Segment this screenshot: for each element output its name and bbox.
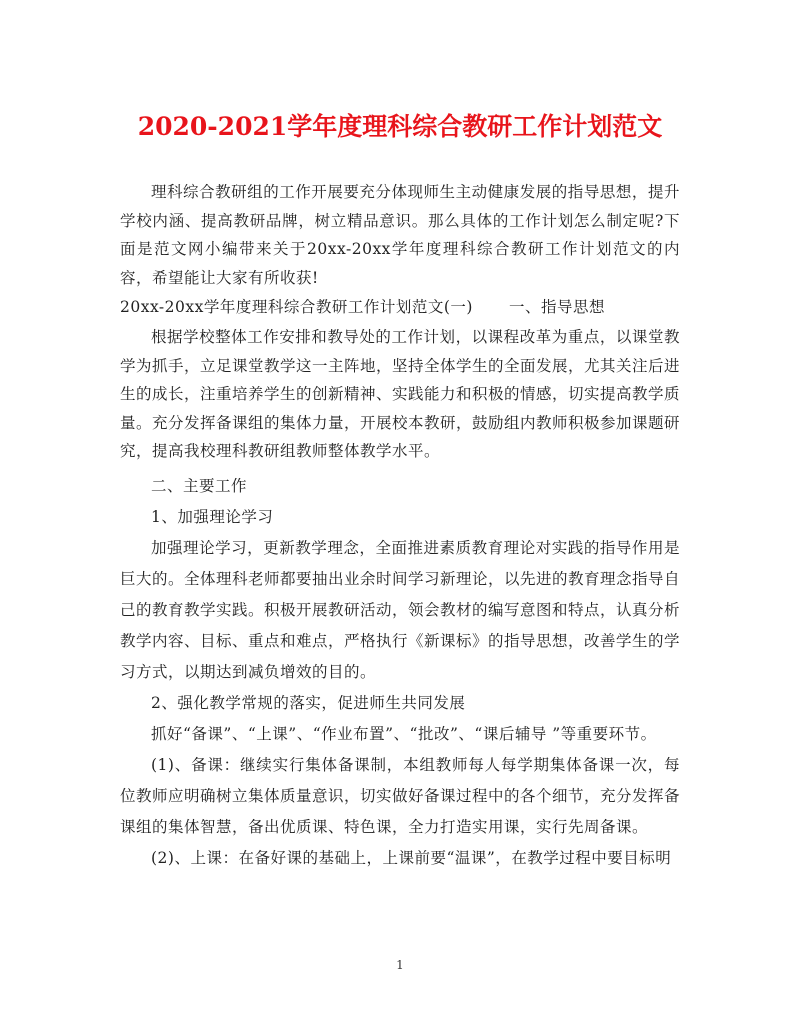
item2-body: 抓好“备课”、“上课”、“作业布置”、“批改”、“课后辅导 ”等重要环节。 — [151, 724, 657, 743]
page-number: 1 — [396, 958, 404, 972]
point1-paragraph: (1)、备课：继续实行集体备课制，本组教师每人每学期集体备课一次，每位教师应明确树立集体质量意识，切实做好备课过程中的各个细节，充分发挥备课组的集体智慧，备出优质课、特色课，全力打造实用课，实行先周备课。 — [120, 755, 681, 836]
document-body — [120, 178, 680, 874]
section1-body: 根据学校整体工作安排和教导处的工作计划，以课程改革为重点，以课堂教学为抓手，立足课堂教学这一主阵地，坚持全体学生的全面发展，尤其关注后进生的成长，注重培养学生的创新精神、实践能力和积极的情感，切实提高教学质量。充分发挥备课组的集体力量，开展校本教研，鼓励组内教师积极参加课题研究，提高我校理科教研组教师整体教学水平。 — [120, 328, 681, 460]
subtitle-text: 20xx-20xx学年度理科综合教研工作计划范文(一) — [120, 298, 473, 316]
item1-body: 加强理论学习，更新教学理念，全面推进素质教育理论对实践的指导作用是巨大的。全体理科老师都要抽出业余时间学习新理论，以先进的教育理念指导自己的教育教学实践。积极开展教研活动，领会教材的编写意图和特点，认真分析教学内容、目标、重点和难点，严格执行《新课标》的指导思想，改善学生的学习方式，以期达到减负增效的目的。 — [120, 538, 681, 681]
section2-heading: 二、主要工作 — [151, 476, 248, 495]
item2-heading: 2、强化教学常规的落实，促进师生共同发展 — [151, 693, 466, 712]
item1-heading: 1、加强理论学习 — [151, 507, 274, 526]
document-title: 2020-2021学年度理科综合教研工作计划范文 — [137, 112, 663, 141]
section1-heading: 一、指导思想 — [508, 298, 605, 316]
subtitle-line — [120, 292, 680, 323]
intro-paragraph: 理科综合教研组的工作开展要充分体现师生主动健康发展的指导思想，提升学校内涵、提高教研品牌，树立精品意识。那么具体的工作计划怎么制定呢?下面是范文网小编带来关于20xx-20xx学年度理科综合教研工作计划范文的内容，希望能让大家有所收获! — [120, 183, 680, 287]
point2-paragraph: (2)、上课：在备好课的基础上，上课前要“温课”，在教学过程中要目标明 — [151, 848, 672, 867]
